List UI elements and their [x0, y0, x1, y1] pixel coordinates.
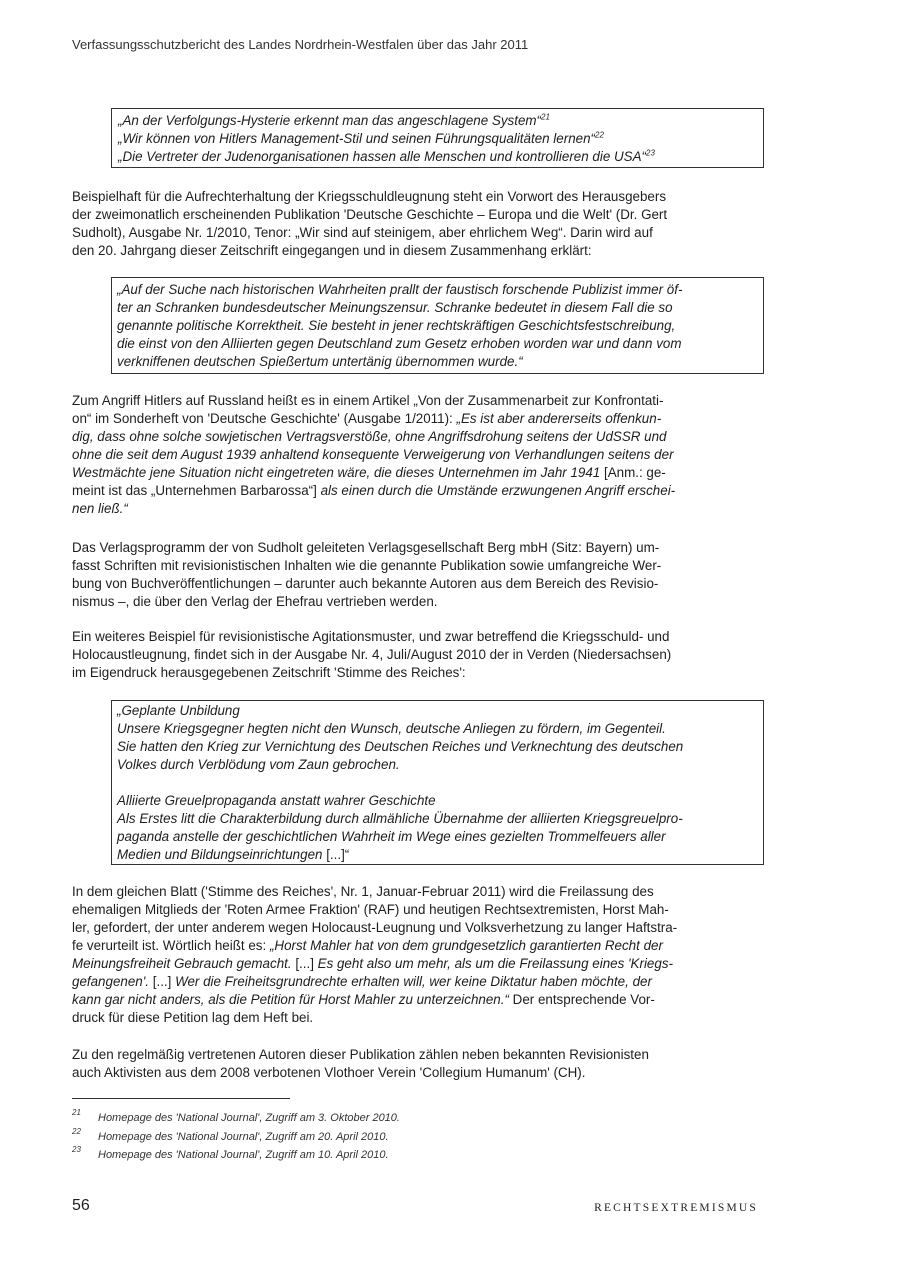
text-line: ler, gefordert, der unter anderem wegen Holocaust-Leugnung und Volksverhetzung zu langer Haftstra- — [72, 920, 678, 935]
text-line: ohne die seit dem August 1939 anhaltend konsequente Verweigerung von Verhandlungen seitens der — [72, 447, 674, 462]
footnote-text: Homepage des 'National Journal', Zugriff am 10. April 2010. — [98, 1149, 389, 1161]
text-line: dig, dass ohne solche sowjetischen Vertragsverstöße, ohne Angriffsdrohung seitens der UdSSR und — [72, 429, 667, 444]
quote-line: ter an Schranken bundesdeutscher Meinungszensur. Schranke bedeutet in diesem Fall die so — [117, 300, 673, 315]
text-line: gefangenen'. [...] Wer die Freiheitsgrundrechte erhalten will, wer keine Diktatur haben möchte, der — [72, 974, 652, 989]
quote-line: Als Erstes litt die Charakterbildung durch allmähliche Übernahme der alliierten Kriegsgreuelpro- — [117, 811, 683, 826]
text-line: Ein weiteres Beispiel für revisionistische Agitationsmuster, und zwar betreffend die Kriegsschuld- und — [72, 629, 670, 644]
text-line: im Eigendruck herausgegebenen Zeitschrift 'Stimme des Reiches': — [72, 665, 466, 680]
text-line: ehemaligen Mitglieds der 'Roten Armee Fraktion' (RAF) und heutigen Rechtsextremisten, Horst Mah- — [72, 902, 669, 917]
footnote-ref: 22 — [595, 130, 604, 140]
quote-line: „Wir können von Hitlers Management-Stil und seinen Führungsqualitäten lernen“$^{22}$ — [118, 130, 604, 146]
quote-line: Medien und Bildungseinrichtungen [...]“ — [117, 847, 350, 862]
quote-line: „Auf der Suche nach historischen Wahrheiten prallt der faustisch forschende Publizist immer öf- — [117, 282, 683, 297]
text-line: kann gar nicht anders, als die Petition für Horst Mahler zu unterzeichnen.“ Der entsprechende Vor- — [72, 992, 655, 1007]
text-line: Zum Angriff Hitlers auf Russland heißt es in einem Artikel „Von der Zusammenarbeit zur Konfrontati- — [72, 393, 664, 408]
paragraph-4 — [72, 628, 772, 682]
footnote-ref: 21 — [541, 112, 550, 122]
text-line: Holocaustleugnung, findet sich in der Ausgabe Nr. 4, Juli/August 2010 der in Verden (Niedersachsen) — [72, 647, 672, 662]
paragraph-3 — [72, 539, 772, 611]
quote-box-2 — [111, 277, 764, 374]
footnote-text: Homepage des 'National Journal', Zugriff am 20. April 2010. — [98, 1131, 389, 1143]
paragraph-6 — [72, 1046, 772, 1082]
footnote-text: Homepage des 'National Journal', Zugriff am 3. Oktober 2010. — [98, 1112, 400, 1124]
quote-line: „An der Verfolgungs-Hysterie erkennt man das angeschlagene System“$^{21}$ — [118, 112, 550, 128]
quote-box-1 — [111, 108, 764, 168]
paragraph-1 — [72, 188, 772, 260]
text-line: Beispielhaft für die Aufrechterhaltung der Kriegsschuldleugnung steht ein Vorwort des Herausgebers — [72, 189, 667, 204]
section-name: RECHTSEXTREMISMUS — [594, 1202, 758, 1214]
paragraph-2 — [72, 392, 772, 518]
quote-line: „Die Vertreter der Judenorganisationen hassen alle Menschen und kontrollieren die USA“$^{23}$ — [118, 148, 655, 164]
text-line: der zweimonatlich erscheinenden Publikation 'Deutsche Geschichte – Europa und die Welt' (Dr. Gert — [72, 207, 668, 222]
quote-line: genannte politische Korrektheit. Sie besteht in jener rechtskräftigen Geschichtsfestschreibung, — [117, 318, 676, 333]
footnote-divider — [72, 1098, 290, 1099]
quote-line: Sie hatten den Krieg zur Vernichtung des Deutschen Reiches und Verknechtung des deutschen — [117, 739, 684, 754]
quote-line: Alliierte Greuelpropaganda anstatt wahrer Geschichte — [117, 793, 436, 808]
text-line: fasst Schriften mit revisionistischen Inhalten wie die genannte Publikation sowie umfangreiche Wer- — [72, 558, 662, 573]
text-line: Das Verlagsprogramm der von Sudholt geleiteten Verlagsgesellschaft Berg mbH (Sitz: Bayern) um- — [72, 540, 660, 555]
text-line: nen ließ.“ — [72, 501, 128, 516]
running-header: Verfassungsschutzbericht des Landes Nordrhein-Westfalen über das Jahr 2011 — [72, 37, 529, 52]
quote-box-3 — [111, 700, 764, 865]
quote-line: paganda anstelle der geschichtlichen Wahrheit im Wege eines gezielten Trommelfeuers aller — [117, 829, 666, 844]
text-line: bung von Buchveröffentlichungen – darunter auch bekannte Autoren aus dem Bereich des Revisio- — [72, 576, 659, 591]
paragraph-5 — [72, 883, 772, 1027]
text-line: fe verurteilt ist. Wörtlich heißt es: „Horst Mahler hat von dem grundgesetzlich garantierten Recht der — [72, 938, 663, 953]
text-line: Sudholt), Ausgabe Nr. 1/2010, Tenor: „Wir sind auf steinigem, aber ehrlichem Weg“. Darin wird auf — [72, 225, 653, 240]
text-line: Westmächte jene Situation nicht eingetreten wäre, die dieses Unternehmen im Jahr 1941 [Anm.: ge- — [72, 465, 666, 480]
footnote-number: 22 — [72, 1127, 81, 1136]
text-line: den 20. Jahrgang dieser Zeitschrift eingegangen und in diesem Zusammenhang erklärt: — [72, 243, 592, 258]
text-line: on“ im Sonderheft von 'Deutsche Geschichte' (Ausgabe 1/2011): „Es ist aber andererseits offenkun- — [72, 411, 662, 426]
footnote-ref: 23 — [646, 148, 655, 158]
text-line: Meinungsfreiheit Gebrauch gemacht. [...] Es geht also um mehr, als um die Freilassung eines 'Kriegs- — [72, 956, 673, 971]
page-number: 56 — [72, 1197, 90, 1214]
text-line: meint ist das „Unternehmen Barbarossa“] als einen durch die Umstände erzwungenen Angriff erschei- — [72, 483, 676, 498]
quote-line: verkniffenen deutschen Spießertum untertänig übernommen wurde.“ — [117, 354, 523, 369]
text-line: In dem gleichen Blatt ('Stimme des Reiches', Nr. 1, Januar-Februar 2011) wird die Freilassung des — [72, 884, 654, 899]
text-line: druck für diese Petition lag dem Heft bei. — [72, 1010, 314, 1025]
quote-line: „Geplante Unbildung — [117, 703, 240, 718]
footnote-number: 23 — [72, 1145, 81, 1154]
text-line: Zu den regelmäßig vertretenen Autoren dieser Publikation zählen neben bekannten Revisionisten — [72, 1047, 649, 1062]
text-line: auch Aktivisten aus dem 2008 verbotenen Vlothoer Verein 'Collegium Humanum' (CH). — [72, 1065, 586, 1080]
footnote-number: 21 — [72, 1108, 81, 1117]
text-line: nismus –, die über den Verlag der Ehefrau vertrieben werden. — [72, 594, 438, 609]
quote-line: Volkes durch Verblödung vom Zaun gebrochen. — [117, 757, 400, 772]
quote-line: Unsere Kriegsgegner hegten nicht den Wunsch, deutsche Anliegen zu fördern, im Gegenteil. — [117, 721, 666, 736]
quote-line: die einst von den Alliierten gegen Deutschland zum Gesetz erhoben worden war und dann vom — [117, 336, 682, 351]
